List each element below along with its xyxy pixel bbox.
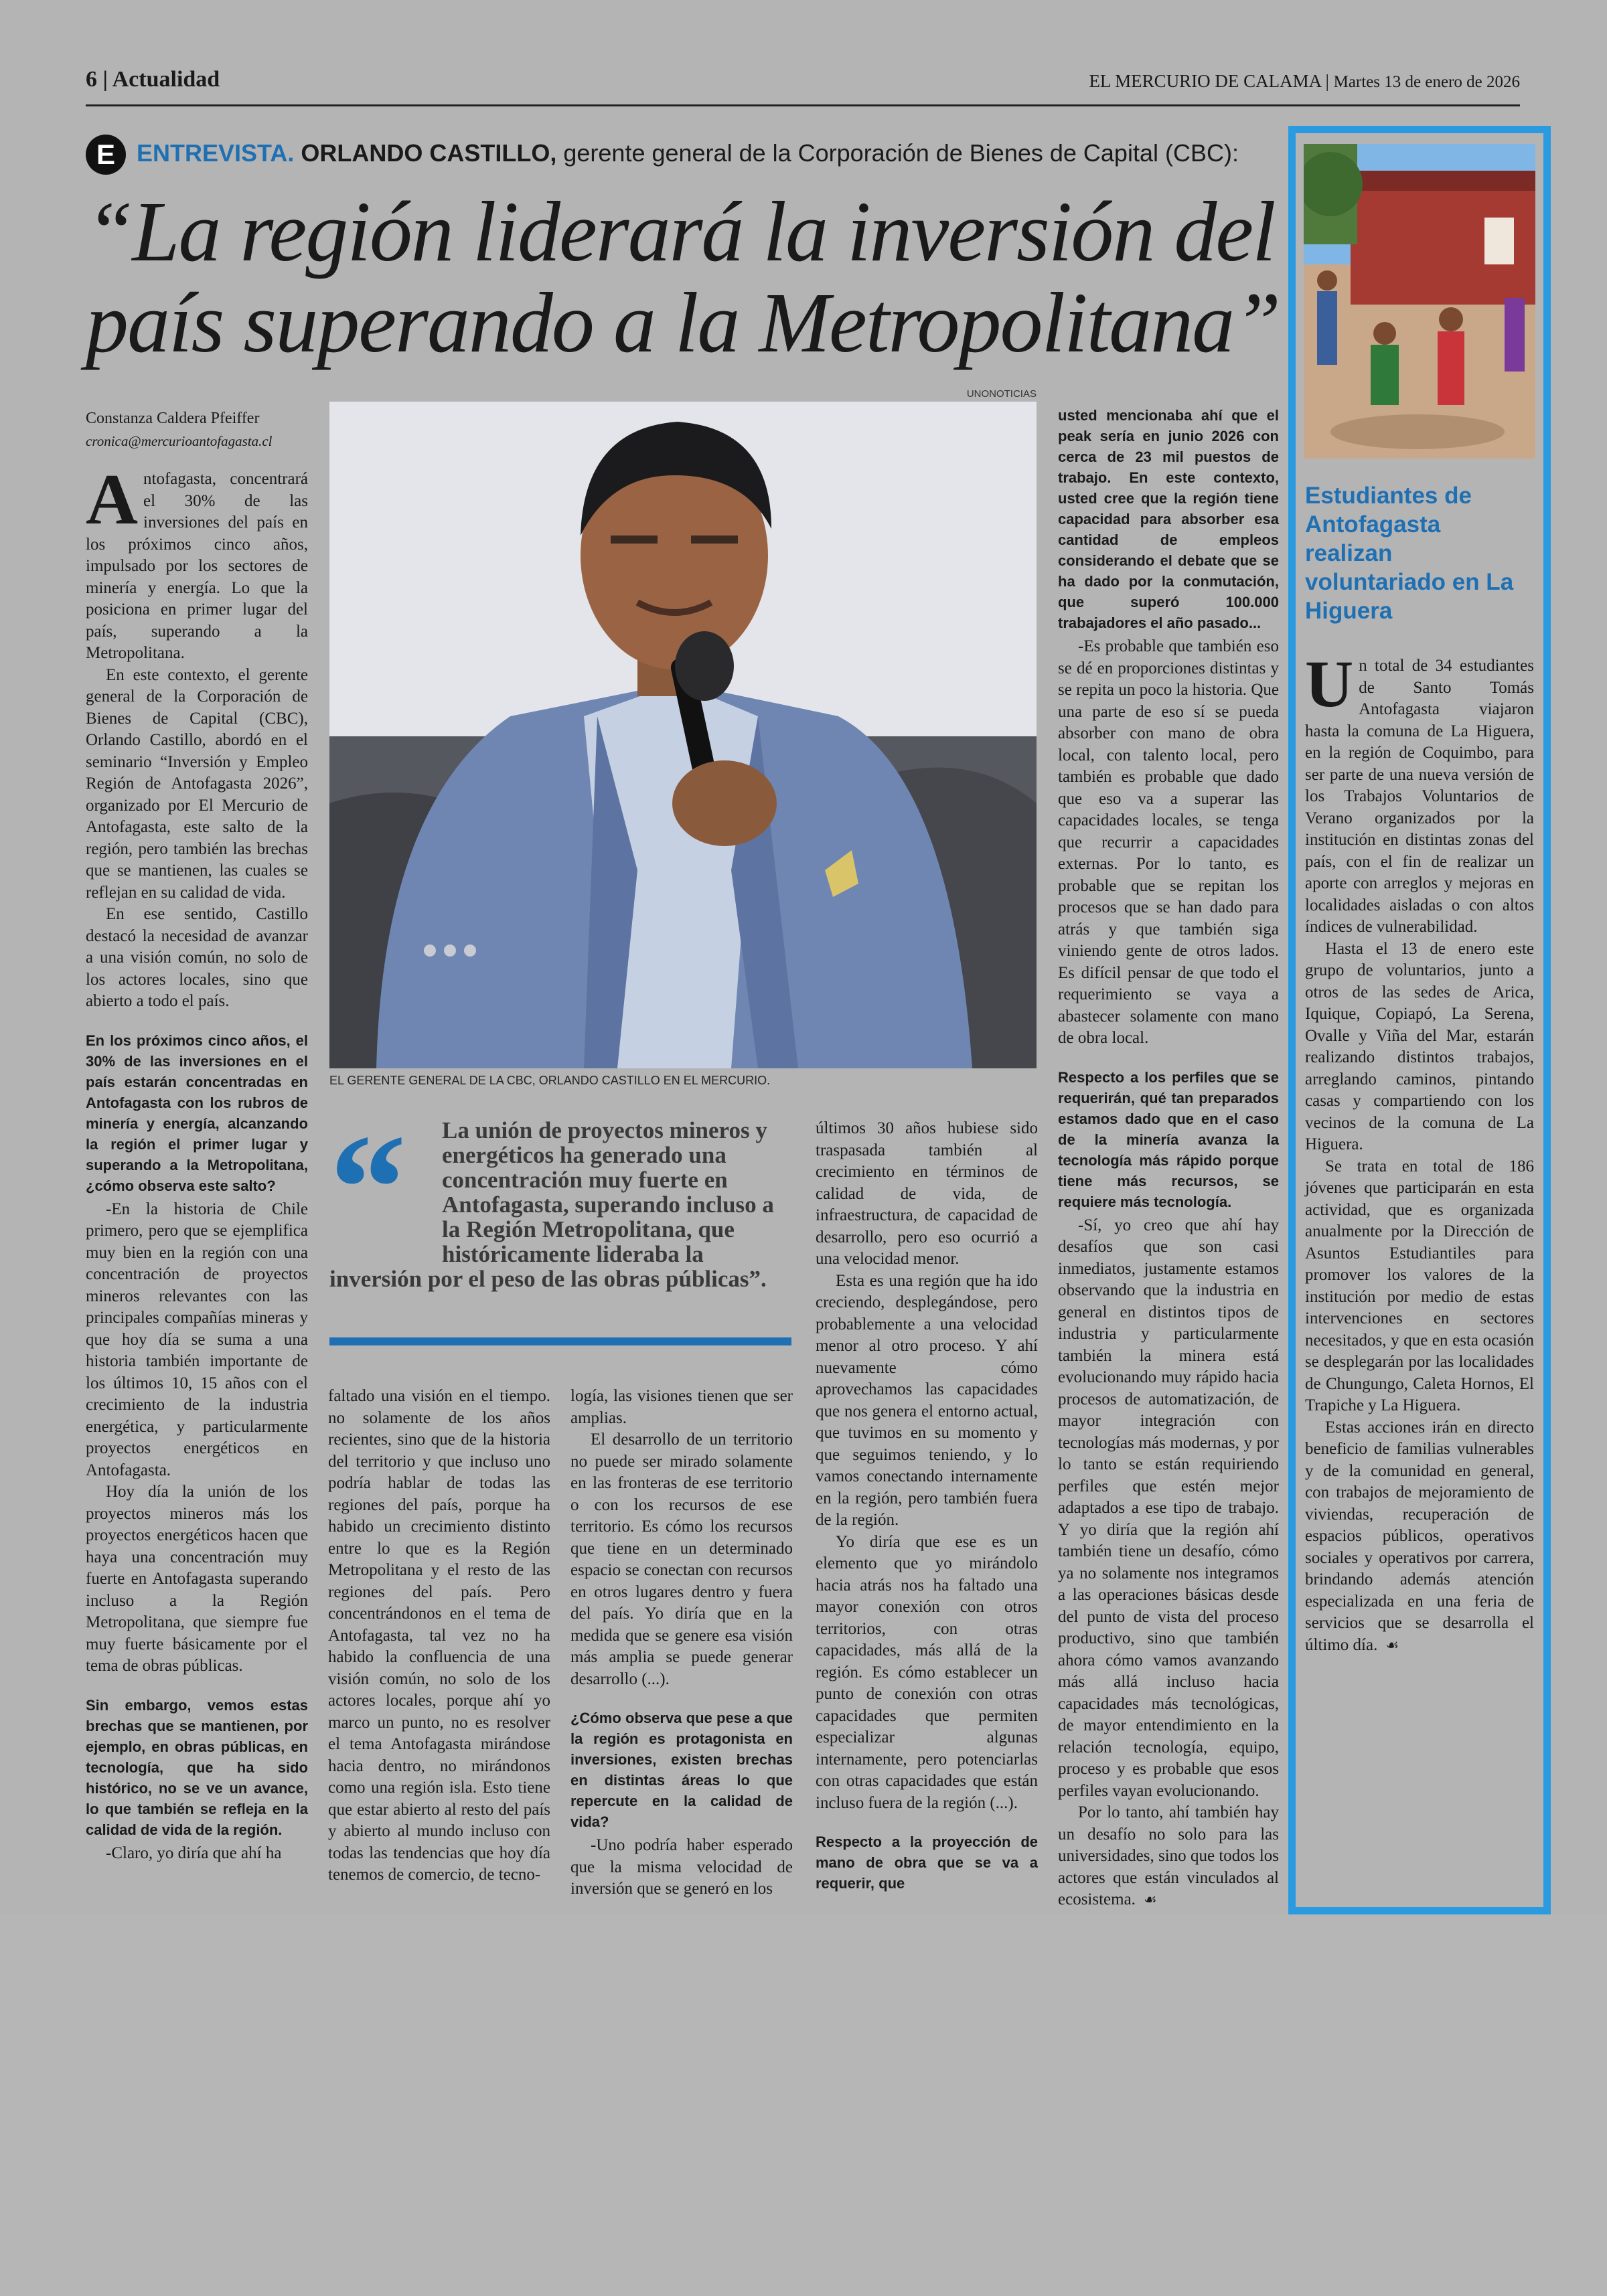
interviewee-role: gerente general de la Corporación de Bienes de Capital (CBC):: [563, 139, 1239, 167]
sidebar-drop-cap: U: [1305, 647, 1354, 721]
author-name: Constanza Caldera Pfeiffer: [86, 410, 260, 427]
photo-caption: EL GERENTE GENERAL DE LA CBC, ORLANDO CASTILLO EN EL MERCURIO.: [329, 1074, 771, 1087]
lead-text: ntofagasta, concentrará el 30% de las inversiones del país en los próximos cinco años, impulsado por los sectores de minería y energía. Lo que la posiciona en primer lugar del país, superando a la Metropolitana.: [86, 470, 308, 662]
sidebar-paragraph: [1305, 1417, 1534, 1657]
quote-mark-icon: “: [329, 1102, 406, 1273]
article-column-3: [570, 1386, 793, 1900]
issue-date: Martes 13 de enero de 2026: [1333, 73, 1520, 91]
page-margin: [0, 1914, 1607, 2296]
kicker-tag: ENTREVISTA.: [137, 139, 295, 167]
article-paragraph: Esta es una región que ha ido creciendo, desplegándose, pero probablemente a una velocidad menor al otro proceso. Y ahí nuevamente cómo aprovechamos las capacidades que nos genera el entorno actual, que tuvimos en su momento y que seguimos teniendo, y lo vamos conectando internamente en la región, pero también fuera de la región.: [816, 1271, 1038, 1529]
volunteers-photo: [1304, 144, 1535, 459]
article-paragraph: [86, 460, 308, 665]
interview-photo: [329, 402, 1037, 1068]
headline: “La región liderará la inversión del país superando a la Metropolitana”: [86, 184, 1280, 370]
article-paragraph: -Es probable que también eso se dé en proporciones distintas y se repita un poco la historia. Que una parte de eso sí se pueda absorber con mano de obra local, con talento local, pero también es probable que dado que eso va a superar las capacidades locales, se tenga que recurrir a capacidades externas. Por lo tanto, es probable que se repitan los procesos que se han dado para atrás y que también siga viniendo gente de otros lados. Es difícil pensar de que todo el requerimiento se vaya a abastecer solamente con mano de obra local.: [1058, 637, 1279, 1047]
pull-quote: [329, 1102, 791, 1345]
byline: [86, 407, 313, 453]
article-paragraph: En ese sentido, Castillo destacó la necesidad de avanzar a una visión común, no solo de los actores locales, sino que abierto a todo el país.: [86, 905, 308, 1010]
article-paragraph: últimos 30 años hubiese sido traspasada también al crecimiento en términos de calidad de vida, de infraestructura, de capacidad de desarrollo, pero eso ocurrió a una velocidad menor.: [816, 1119, 1038, 1268]
end-mark-icon: ☙: [1143, 1891, 1157, 1908]
sidebar-title: Estudiantes de Antofagasta realizan voluntariado en La Higuera: [1305, 483, 1514, 624]
sidebar-lead-text: n total de 34 estudiantes de Santo Tomás Antofagasta viajaron hasta la comuna de La Higuera, en la región de Coquimbo, para ser parte de una nueva versión de los Trabajos Voluntarios de Verano organizados por la institución en distintas zonas del país, con el fin de realizar un aporte con arreglos y mejoras en localidades aisladas o con altos índices de vulnerabilidad.: [1305, 657, 1534, 936]
article-paragraph: [1058, 1802, 1279, 1911]
article-column-4: [816, 1118, 1038, 1896]
article-paragraph: En este contexto, el gerente general de la Corporación de Bienes de Capital (CBC), Orlando Castillo, abordó en el seminario “Inversión y Empleo Región de Antofagasta 2026”, organizado por El Mercurio de Antofagasta, este salto de la región, pero también las brechas que se mantienen, las cuales se reflejan en su calidad de vida.: [86, 665, 308, 902]
article-column-5: [1058, 405, 1279, 1911]
article-paragraph: -Uno podría haber esperado que la misma velocidad de inversión que se generó en los: [570, 1836, 793, 1898]
article-paragraph: -Claro, yo diría que ahí ha: [106, 1843, 282, 1862]
newspaper-name: EL MERCURIO DE CALAMA: [1089, 71, 1321, 91]
article-column-2: [328, 1386, 550, 1886]
section-label: 6 | Actualidad: [86, 67, 220, 92]
photo-credit: UNONOTICIAS: [966, 388, 1037, 400]
author-email: cronica@mercurioantofagasta.cl: [86, 433, 273, 449]
article-column-1: [86, 460, 308, 1864]
sidebar-body: [1305, 647, 1534, 1656]
interview-question: Respecto a la proyección de mano de obra que se va a requerir, que: [816, 1833, 1038, 1892]
article-paragraph: -En la historia de Chile primero, pero que se ejemplifica muy bien en la región con una concentración de proyectos mineros relevantes con las principales compañías mineras y que hoy día se suma a una historia también importante de los últimos 10, 15 años con el crecimiento de la industria energética, y particularmente proyectos energéticos en Antofagasta.: [86, 1200, 308, 1479]
interview-question: usted mencionaba ahí que el peak sería en junio 2026 con cerca de 23 mil puestos de trabajo. En este contexto, usted cree que la región tiene capacidad para absorber esa cantidad de empleos considerando el debate que se ha dado por la conmutación, que superó 100.000 trabajadores el año pasado...: [1058, 407, 1279, 631]
page-number: 6: [86, 67, 97, 92]
interviewee-name: ORLANDO CASTILLO,: [301, 139, 557, 167]
interview-question: ¿Cómo observa que pese a que la región es protagonista en inversiones, existen brechas en distintas áreas lo que repercute en la calidad de vida?: [570, 1710, 793, 1830]
sidebar-paragraph: Hasta el 13 de enero este grupo de voluntarios, junto a otros de las sedes de Arica, Iquique, Copiapó, La Serena, Ovalle y Viña del Mar, estarán realizando distintos trabajos, arreglando caminos, pintando casas y compartiendo con los vecinos de la comuna de La Higuera.: [1305, 939, 1534, 1153]
interview-badge-icon: E: [86, 135, 126, 175]
sidebar-story: [1288, 126, 1551, 1914]
end-mark-icon: ☙: [1385, 1636, 1399, 1653]
interview-photo-illustration: [329, 402, 1037, 1068]
masthead-info: EL MERCURIO DE CALAMA | Martes 13 de enero de 2026: [1089, 71, 1520, 91]
section-name: Actualidad: [112, 67, 220, 92]
sidebar-paragraph: [1305, 647, 1534, 938]
interview-question: En los próximos cinco años, el 30% de las inversiones en el país estarán concentradas en Antofagasta con los rubros de minería y energía, alcanzando la región el primer lugar y superando a la Metropolitana, ¿cómo observa este salto?: [86, 1032, 308, 1194]
article-paragraph: faltado una visión en el tiempo. no solamente de los años recientes, sino que de la historia del territorio y que incluso uno podría hablar de todas las regiones del país, porque ha habido un crecimiento distinto entre lo que es la Región Metropolitana y el resto de las regiones del país. Pero concentrándonos en el tema de Antofagasta, tal vez no ha habido la confluencia de una visión común, no solo de los actores locales, porque ahí yo marco un punto, no es resolver el tema Antofagasta mirándose hacia dentro, no mirándonos como una región isla. Esto tiene que estar abierto al resto del país y abierto al mundo incluso con todas las tendencias que hoy día tenemos de comercio, de tecno-: [328, 1387, 550, 1884]
article-paragraph: Hoy día la unión de los proyectos mineros más los proyectos energéticos hacen que haya una concentración muy fuerte en Antofagasta superando incluso a la Región Metropolitana, que siempre fue muy fuerte básicamente por el tema de obras públicas.: [86, 1483, 308, 1675]
interview-question: Respecto a los perfiles que se requerirán, qué tan preparados estamos dado que en el caso de la minería avanza la tecnología más rápido porque tiene más recursos, se requiere más tecnología.: [1058, 1068, 1279, 1210]
article-paragraph: El desarrollo de un territorio no puede ser mirado solamente en las fronteras de ese territorio o con los recursos de ese territorio. Es cómo los recursos que tiene en un determinado espacio se conectan con recursos en otros lugares dentro y fuera del país. Yo diría que en la medida que se genere esa visión más amplia se puede generar desarrollo (...).: [570, 1430, 793, 1688]
page-header: [86, 67, 1520, 106]
article-paragraph: logía, las visiones tienen que ser amplias.: [570, 1387, 793, 1427]
pull-quote-text: La unión de proyectos mineros y energéticos ha generado una concentración muy fuerte en Antofagasta, superando incluso a la Región Metropolitana, que históricamente lideraba la inversión por el peso de las obras públicas”.: [329, 1117, 774, 1292]
sidebar-closing-text: Estas acciones irán en directo beneficio de familias vulnerables y de la comunidad en general, con trabajos de mejoramiento de viviendas, recuperación de espacios públicos, operativos sociales y operativos por carrera, brindando además atención especializada en una feria de servicios que se desarrolla el último día.: [1305, 1418, 1534, 1654]
interview-question: Sin embargo, vemos estas brechas que se mantienen, por ejemplo, en obras públicas, en tecnología, que ha sido histórico, no se ve un avance, lo que también se refleja en la calidad de vida de la región.: [86, 1696, 308, 1838]
interview-kicker: [86, 134, 1239, 175]
closing-text: Por lo tanto, ahí también hay un desafío no solo para las universidades, sino que todos los actores que están vinculados al ecosistema.: [1058, 1803, 1279, 1908]
article-paragraph: Yo diría que ese es un elemento que yo mirándolo hacia atrás nos ha faltado una mayor conexión con otros territorios, con otras capacidades, más allá de la región. Es cómo establecer un punto de conexión con otras capacidades que permiten especializar algunas internamente, pero potenciarlas con otras capacidades que están incluso fuera de la región (...).: [816, 1532, 1038, 1812]
volunteers-photo-illustration: [1304, 144, 1535, 459]
article-paragraph: -Sí, yo creo que ahí hay desafíos que son casi inmediatos, justamente estamos observando que la industria en general en distintos tipos de industria y particularmente también la minera está evolucionando muy rápido hacia procesos de automatización, de mayor integración con tecnologías más modernas, y por lo tanto se están requiriendo perfiles que estén mejor adaptados a ese tipo de trabajo. Y yo diría que la región ahí también tiene un desafío, cómo ya no solamente nos integramos a las operaciones básicas desde del punto de vista del proceso productivo, sino que también ahora cómo vamos avanzando más allá incluso hacia capacidades más tecnológicas, de mayor entendimiento en la relación tecnología, equipo, proceso y es probable que esos perfiles vayan evolucionando.: [1058, 1216, 1279, 1800]
drop-cap: A: [86, 460, 138, 540]
sidebar-paragraph: Se trata en total de 186 jóvenes que participarán en esta actividad, que es organizada anualmente por la Dirección de Asuntos Estudiantiles para promover los valores de la institución por medio de estas intervenciones en sectores necesitados, y que en esta ocasión se desplegarán por las localidades de Chungungo, Caleta Hornos, El Trapiche y La Higuera.: [1305, 1157, 1534, 1414]
